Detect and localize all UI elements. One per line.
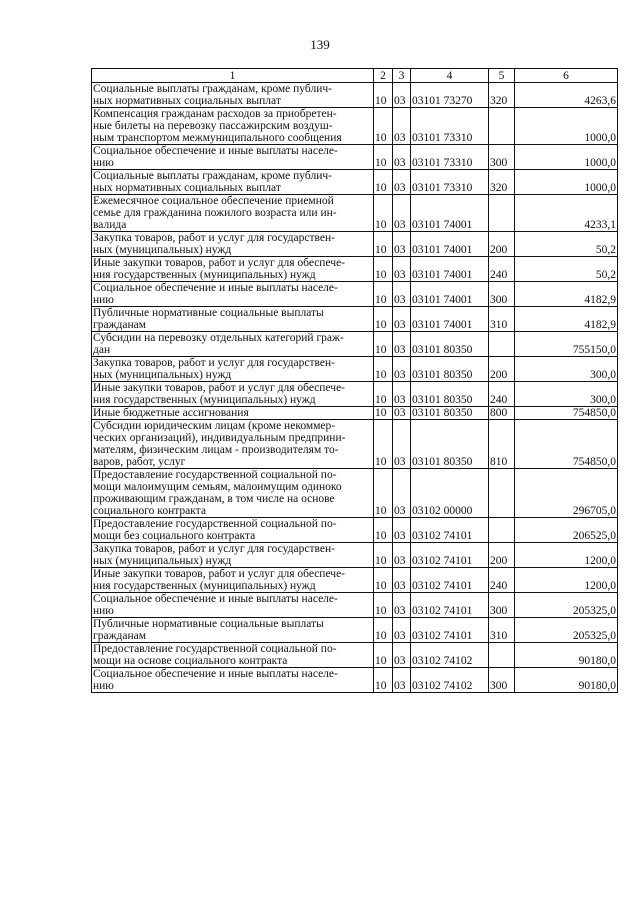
description-line: дан <box>93 344 111 356</box>
table-row <box>92 568 618 593</box>
description-line: мощи малоимущим семьям, малоимущим одиноко <box>93 481 342 493</box>
budget-table <box>91 68 618 693</box>
row-section: 10 <box>374 593 393 618</box>
row-subsection: 03 <box>393 83 411 108</box>
row-target-code: 03102 74101 <box>411 568 489 593</box>
row-target-code: 03101 80350 <box>411 332 489 357</box>
row-expense-type: 300 <box>489 145 515 170</box>
row-target-code: 03102 74102 <box>411 643 489 668</box>
row-section: 10 <box>374 382 393 407</box>
table-row <box>92 195 618 232</box>
description-line: ческих организаций), индивидуальным предприни- <box>93 432 346 444</box>
row-amount: 1000,0 <box>515 108 618 145</box>
description-line: мощи на основе социального контракта <box>93 655 288 667</box>
row-section: 10 <box>374 83 393 108</box>
row-section: 10 <box>374 170 393 195</box>
row-expense-type: 320 <box>489 170 515 195</box>
row-description <box>92 195 374 232</box>
row-section: 10 <box>374 407 393 420</box>
table-row <box>92 332 618 357</box>
table-row <box>92 593 618 618</box>
row-section: 10 <box>374 257 393 282</box>
row-amount: 1200,0 <box>515 543 618 568</box>
header-row <box>92 69 618 83</box>
description-line: проживающим гражданам, в том числе на основе <box>93 493 335 505</box>
row-description <box>92 618 374 643</box>
row-amount: 50,2 <box>515 232 618 257</box>
row-amount: 4233,1 <box>515 195 618 232</box>
row-target-code: 03102 74101 <box>411 593 489 618</box>
row-expense-type: 240 <box>489 382 515 407</box>
table-row <box>92 357 618 382</box>
row-subsection: 03 <box>393 618 411 643</box>
row-target-code: 03101 80350 <box>411 407 489 420</box>
row-section: 10 <box>374 195 393 232</box>
row-section: 10 <box>374 357 393 382</box>
description-line: семье для гражданина пожилого возраста или ин- <box>93 207 337 219</box>
row-target-code: 03102 74101 <box>411 518 489 543</box>
description-line: Закупка товаров, работ и услуг для государствен- <box>93 543 335 555</box>
description-line: Социальное обеспечение и иные выплаты населе- <box>93 145 338 157</box>
row-section: 10 <box>374 145 393 170</box>
table-header <box>92 69 618 83</box>
row-subsection: 03 <box>393 145 411 170</box>
row-section: 10 <box>374 618 393 643</box>
row-subsection: 03 <box>393 518 411 543</box>
row-description <box>92 357 374 382</box>
description-line: Закупка товаров, работ и услуг для государствен- <box>93 232 335 244</box>
table-body <box>92 83 618 693</box>
description-line: нию <box>93 680 114 692</box>
row-target-code: 03101 74001 <box>411 257 489 282</box>
row-expense-type <box>489 469 515 518</box>
description-line: гражданам <box>93 630 147 642</box>
row-expense-type: 300 <box>489 668 515 693</box>
row-target-code: 03102 74101 <box>411 618 489 643</box>
description-line: Компенсация гражданам расходов за приобретен- <box>93 108 337 120</box>
row-description <box>92 668 374 693</box>
description-line: Предоставление государственной социальной по- <box>93 469 337 481</box>
description-line: ных (муниципальных) нужд <box>93 369 232 381</box>
description-line: Предоставление государственной социальной по- <box>93 518 337 530</box>
row-amount: 1000,0 <box>515 170 618 195</box>
row-description <box>92 232 374 257</box>
row-amount: 50,2 <box>515 257 618 282</box>
row-description <box>92 518 374 543</box>
row-subsection: 03 <box>393 257 411 282</box>
row-subsection: 03 <box>393 232 411 257</box>
description-line: ных нормативных социальных выплат <box>93 182 281 194</box>
row-subsection: 03 <box>393 469 411 518</box>
row-description <box>92 307 374 332</box>
table-row <box>92 83 618 108</box>
description-line: мощи без социального контракта <box>93 530 256 542</box>
description-line: Закупка товаров, работ и услуг для государствен- <box>93 357 335 369</box>
table-row <box>92 282 618 307</box>
row-amount: 4263,6 <box>515 83 618 108</box>
row-expense-type: 300 <box>489 593 515 618</box>
description-line: нию <box>93 157 114 169</box>
row-amount: 296705,0 <box>515 469 618 518</box>
row-expense-type <box>489 195 515 232</box>
header-col-3: 3 <box>393 69 411 83</box>
row-expense-type: 240 <box>489 568 515 593</box>
description-line: мателям, физическим лицам - производителям то- <box>93 444 339 456</box>
description-line: Социальные выплаты гражданам, кроме публич- <box>93 83 332 95</box>
row-amount: 90180,0 <box>515 668 618 693</box>
row-description <box>92 83 374 108</box>
description-line: Социальные выплаты гражданам, кроме публич- <box>93 170 332 182</box>
row-amount: 4182,9 <box>515 307 618 332</box>
description-line: ния государственных (муниципальных) нужд <box>93 580 316 592</box>
page-number: 139 <box>310 37 330 52</box>
header-col-1: 1 <box>92 69 374 83</box>
description-line: социального контракта <box>93 505 206 517</box>
row-subsection: 03 <box>393 307 411 332</box>
row-subsection: 03 <box>393 332 411 357</box>
row-expense-type: 310 <box>489 618 515 643</box>
description-line: варов, работ, услуг <box>93 456 186 468</box>
description-line: валида <box>93 219 127 231</box>
row-target-code: 03101 74001 <box>411 232 489 257</box>
row-target-code: 03101 73270 <box>411 83 489 108</box>
table-row <box>92 643 618 668</box>
row-subsection: 03 <box>393 282 411 307</box>
row-section: 10 <box>374 282 393 307</box>
header-col-2: 2 <box>374 69 393 83</box>
row-section: 10 <box>374 518 393 543</box>
row-description <box>92 257 374 282</box>
header-col-4: 4 <box>411 69 489 83</box>
description-line: гражданам <box>93 319 147 331</box>
description-line: Социальное обеспечение и иные выплаты населе- <box>93 282 338 294</box>
row-description <box>92 568 374 593</box>
row-description <box>92 145 374 170</box>
description-line: Социальное обеспечение и иные выплаты населе- <box>93 668 338 680</box>
row-subsection: 03 <box>393 170 411 195</box>
row-target-code: 03101 73310 <box>411 108 489 145</box>
row-amount: 205325,0 <box>515 593 618 618</box>
table-row <box>92 257 618 282</box>
description-line: Иные бюджетные ассигнования <box>93 407 249 419</box>
row-subsection: 03 <box>393 668 411 693</box>
table-row <box>92 307 618 332</box>
description-line: Предоставление государственной социальной по- <box>93 643 337 655</box>
table-row <box>92 145 618 170</box>
description-line: ния государственных (муниципальных) нужд <box>93 269 316 281</box>
row-section: 10 <box>374 469 393 518</box>
row-section: 10 <box>374 668 393 693</box>
row-expense-type: 320 <box>489 83 515 108</box>
table-row <box>92 618 618 643</box>
row-subsection: 03 <box>393 407 411 420</box>
table-row <box>92 170 618 195</box>
row-amount: 206525,0 <box>515 518 618 543</box>
row-target-code: 03102 00000 <box>411 469 489 518</box>
row-section: 10 <box>374 543 393 568</box>
row-section: 10 <box>374 568 393 593</box>
row-subsection: 03 <box>393 643 411 668</box>
description-line: Социальное обеспечение и иные выплаты населе- <box>93 593 338 605</box>
description-line: нию <box>93 294 114 306</box>
row-amount: 4182,9 <box>515 282 618 307</box>
row-expense-type <box>489 108 515 145</box>
description-line: ния государственных (муниципальных) нужд <box>93 394 316 406</box>
row-target-code: 03101 74001 <box>411 195 489 232</box>
row-description <box>92 543 374 568</box>
row-target-code: 03101 80350 <box>411 420 489 469</box>
row-target-code: 03101 74001 <box>411 282 489 307</box>
row-description <box>92 643 374 668</box>
row-description <box>92 420 374 469</box>
row-amount: 300,0 <box>515 382 618 407</box>
description-line: Публичные нормативные социальные выплаты <box>93 618 324 630</box>
description-line: Иные закупки товаров, работ и услуг для обеспече- <box>93 257 346 269</box>
row-description <box>92 593 374 618</box>
table-row <box>92 518 618 543</box>
row-amount: 1000,0 <box>515 145 618 170</box>
row-expense-type: 810 <box>489 420 515 469</box>
row-expense-type: 310 <box>489 307 515 332</box>
table-row <box>92 382 618 407</box>
row-amount: 754850,0 <box>515 407 618 420</box>
description-line: Субсидии юридическим лицам (кроме некоммер- <box>93 420 336 432</box>
description-line: нию <box>93 605 114 617</box>
description-line: ным транспортом межмуниципального сообщения <box>93 132 342 144</box>
description-line: ные билеты на перевозку пассажирским воздуш- <box>93 120 333 132</box>
row-expense-type: 200 <box>489 543 515 568</box>
description-line: Публичные нормативные социальные выплаты <box>93 307 324 319</box>
row-target-code: 03101 74001 <box>411 307 489 332</box>
row-target-code: 03101 80350 <box>411 382 489 407</box>
row-description <box>92 282 374 307</box>
row-amount: 755150,0 <box>515 332 618 357</box>
row-section: 10 <box>374 332 393 357</box>
row-subsection: 03 <box>393 420 411 469</box>
row-subsection: 03 <box>393 108 411 145</box>
row-expense-type <box>489 332 515 357</box>
row-expense-type: 200 <box>489 232 515 257</box>
description-line: Ежемесячное социальное обеспечение приемной <box>93 195 334 207</box>
row-subsection: 03 <box>393 543 411 568</box>
row-section: 10 <box>374 420 393 469</box>
table-row <box>92 543 618 568</box>
table-row <box>92 108 618 145</box>
row-section: 10 <box>374 108 393 145</box>
row-amount: 300,0 <box>515 357 618 382</box>
row-subsection: 03 <box>393 382 411 407</box>
row-amount: 1200,0 <box>515 568 618 593</box>
row-description <box>92 382 374 407</box>
table-row <box>92 469 618 518</box>
description-line: ных нормативных социальных выплат <box>93 95 281 107</box>
row-subsection: 03 <box>393 568 411 593</box>
row-subsection: 03 <box>393 357 411 382</box>
row-amount: 90180,0 <box>515 643 618 668</box>
row-expense-type <box>489 518 515 543</box>
row-target-code: 03102 74101 <box>411 543 489 568</box>
row-description <box>92 469 374 518</box>
row-amount: 205325,0 <box>515 618 618 643</box>
row-section: 10 <box>374 232 393 257</box>
row-expense-type: 800 <box>489 407 515 420</box>
row-expense-type: 200 <box>489 357 515 382</box>
table-row <box>92 232 618 257</box>
table-row <box>92 407 618 420</box>
row-section: 10 <box>374 643 393 668</box>
header-col-5: 5 <box>489 69 515 83</box>
description-line: Иные закупки товаров, работ и услуг для обеспече- <box>93 382 346 394</box>
row-description <box>92 108 374 145</box>
row-description <box>92 407 374 420</box>
description-line: Иные закупки товаров, работ и услуг для обеспече- <box>93 568 346 580</box>
row-target-code: 03101 80350 <box>411 357 489 382</box>
row-target-code: 03102 74102 <box>411 668 489 693</box>
row-subsection: 03 <box>393 593 411 618</box>
row-subsection: 03 <box>393 195 411 232</box>
row-amount: 754850,0 <box>515 420 618 469</box>
row-target-code: 03101 73310 <box>411 145 489 170</box>
header-col-6: 6 <box>515 69 618 83</box>
row-description <box>92 332 374 357</box>
table-row <box>92 420 618 469</box>
table-row <box>92 668 618 693</box>
row-expense-type <box>489 643 515 668</box>
row-expense-type: 240 <box>489 257 515 282</box>
description-line: ных (муниципальных) нужд <box>93 555 232 567</box>
row-section: 10 <box>374 307 393 332</box>
row-expense-type: 300 <box>489 282 515 307</box>
description-line: ных (муниципальных) нужд <box>93 244 232 256</box>
row-target-code: 03101 73310 <box>411 170 489 195</box>
row-description <box>92 170 374 195</box>
description-line: Субсидии на перевозку отдельных категорий граж- <box>93 332 344 344</box>
